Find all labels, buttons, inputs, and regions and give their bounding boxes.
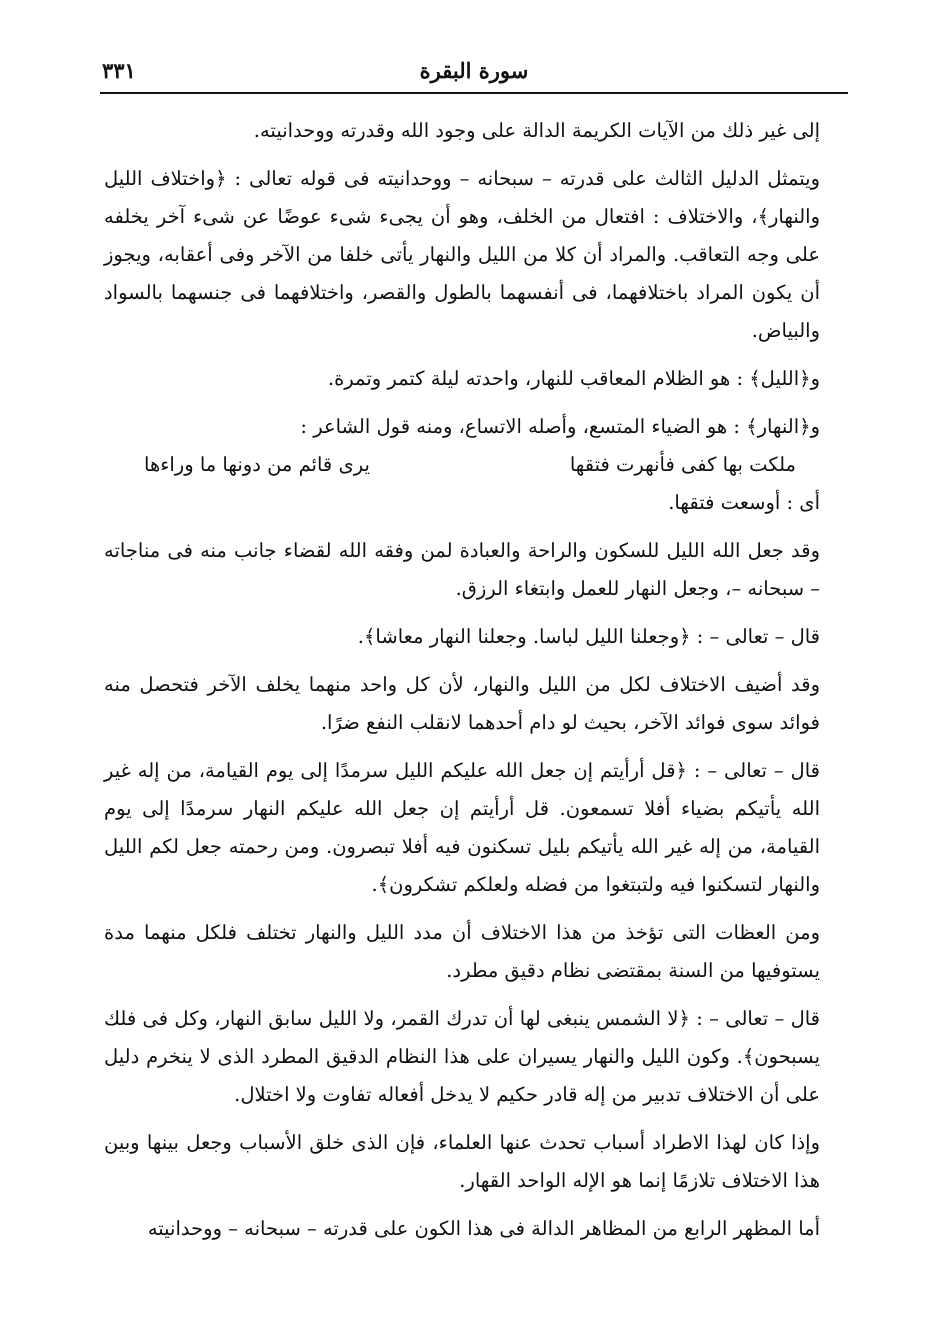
paragraph: و﴿النهار﴾ : هو الضياء المتسع، وأصله الاتساع، ومنه قول الشاعر : — [300, 415, 820, 438]
paragraph: ومن العظات التى تؤخذ من هذا الاختلاف أن مدد الليل والنهار تختلف فلكل منهما مدة يستوفيها من السنة بمقتضى نظام دقيق مطرد. — [104, 921, 820, 982]
poem-gloss: أى : أوسعت فتقها. — [668, 491, 820, 514]
poem-verse — [104, 446, 820, 484]
paragraph: إلى غير ذلك من الآيات الكريمة الدالة على وجود الله وقدرته ووحدانيته. — [253, 119, 820, 142]
paragraph: قال – تعالى – : ﴿قل أرأيتم إن جعل الله عليكم الليل سرمدًا إلى يوم القيامة، من إله غير الله يأتيكم بضياء أفلا تسمعون. قل أرأيتم إن جعل الله عليكم النهار سرمدًا إلى يوم القيامة، من إله غير الله يأتيكم بليل تسكنون فيه أفلا تبصرون. ومن رحمته جعل لكم الليل والنهار لتسكنوا فيه ولتبتغوا من فضله ولعلكم تشكرون﴾. — [104, 759, 820, 896]
page-number: ٣٣١ — [102, 58, 136, 83]
poem-hemistich-2: يرى قائم من دونها ما وراءها — [144, 453, 370, 476]
paragraph: ويتمثل الدليل الثالث على قدرته – سبحانه – ووحدانيته فى قوله تعالى : ﴿واختلاف الليل والنهار﴾، والاختلاف : افتعال من الخلف، وهو أن يجىء شىء عوضًا عن شىء آخر يخلفه على وجه التعاقب. والمراد أن كلا من الليل والنهار يأتى خلفا من الآخر وفى أعقابه، ويجوز أن يكون المراد باختلافهما، فى أنفسهما بالطول والقصر، واختلافهما فى جنسهما بالسواد والبياض. — [104, 167, 820, 342]
paragraph: أما المظهر الرابع من المظاهر الدالة فى هذا الكون على قدرته – سبحانه – ووحدانيته — [147, 1217, 820, 1240]
paragraph: وإذا كان لهذا الاطراد أسباب تحدث عنها العلماء، فإن الذى خلق الأسباب وجعل بينها وبين هذا الاختلاف تلازمًا إنما هو الإله الواحد القهار. — [104, 1131, 820, 1192]
header-divider — [100, 92, 848, 94]
paragraph: وقد أضيف الاختلاف لكل من الليل والنهار، لأن كل واحد منهما يخلف الآخر فتحصل منه فوائد سوى فوائد الآخر، بحيث لو دام أحدهما لانقلب النفع ضرًا. — [104, 673, 820, 734]
running-title: سورة البقرة — [419, 58, 529, 83]
paragraph: قال – تعالى – : ﴿لا الشمس ينبغى لها أن تدرك القمر، ولا الليل سابق النهار، وكل فى فلك يسبحون﴾. وكون الليل والنهار يسيران على هذا النظام الدقيق المطرد الذى لا ينخرم دليل على أن الاختلاف تدبير من إله قادر حكيم لا يدخل أفعاله تفاوت ولا اختلال. — [104, 1007, 820, 1106]
page-body — [104, 112, 820, 1258]
paragraph: قال – تعالى – : ﴿وجعلنا الليل لباسا. وجعلنا النهار معاشا﴾. — [357, 625, 820, 648]
paragraph: و﴿الليل﴾ : هو الظلام المعاقب للنهار، واحدته ليلة كتمر وتمرة. — [327, 367, 820, 390]
poem-hemistich-1: ملكت بها كفى فأنهرت فتقها — [569, 453, 796, 476]
page-header — [100, 58, 848, 92]
paragraph: وقد جعل الله الليل للسكون والراحة والعبادة لمن وفقه الله لقضاء جانب منه فى مناجاته – سبحانه –، وجعل النهار للعمل وابتغاء الرزق. — [104, 539, 820, 600]
